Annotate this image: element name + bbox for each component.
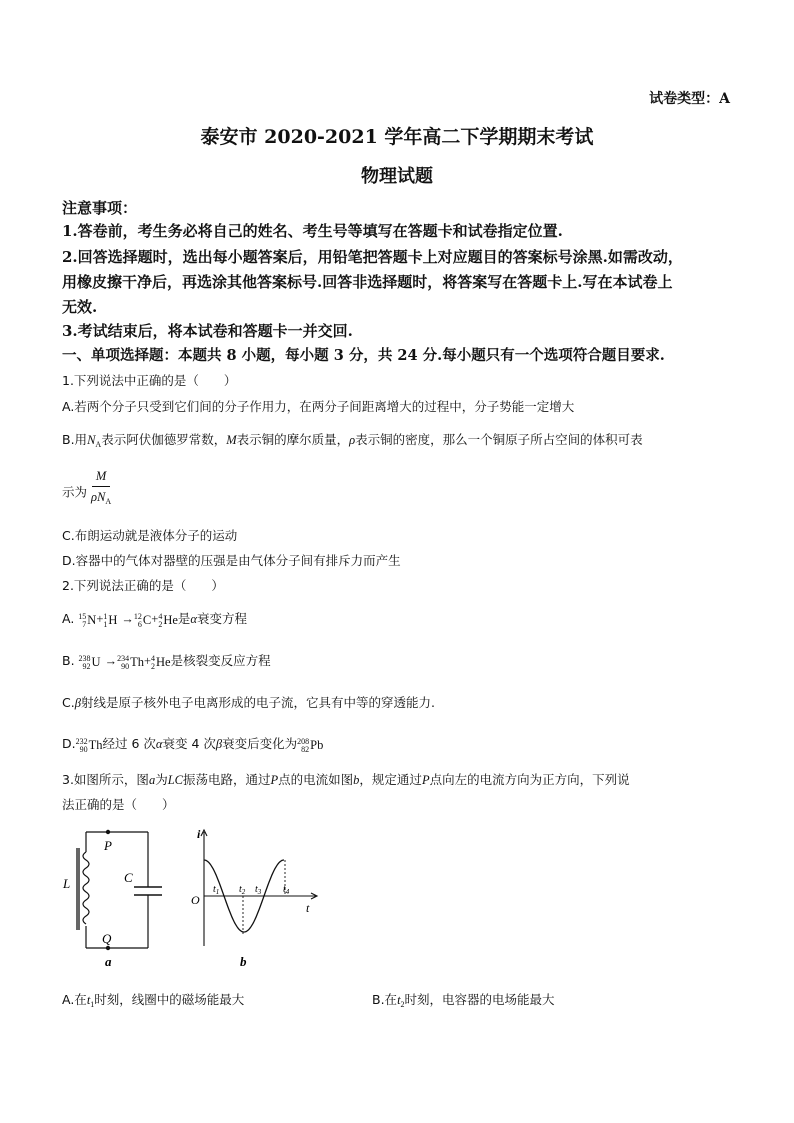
q2-option-c: C.β射线是原子核外电子电离形成的电子流，它具有中等的穿透能力. — [62, 695, 435, 710]
caption-a: a — [105, 954, 112, 969]
label-p: P — [104, 838, 112, 853]
label-t: t — [306, 901, 310, 915]
nuclide-u238: 238 92 U — [78, 653, 101, 671]
volume-fraction: $\frac{M}{\rho N_A}$ — [91, 466, 111, 512]
section-1-heading: 一、单项选择题：本题共 8 小题，每小题 3 分，共 24 分.每小题只有一个选项符合题目要求. — [62, 347, 665, 364]
notice-item-2-line-3: 无效. — [62, 298, 98, 316]
q1-option-c: C.布朗运动就是液体分子的运动 — [62, 528, 238, 543]
q1-option-a: A.若两个分子只受到它们间的分子作用力，在两分子间距离增大的过程中，分子势能一定增大 — [62, 399, 575, 414]
notice-heading: 注意事项： — [62, 199, 138, 217]
iron-core — [76, 848, 80, 930]
caption-b: b — [240, 954, 247, 969]
exam-title: 泰安市 2020-2021 学年高二下学期期末考试 — [200, 126, 594, 148]
nuclide-he4: 4 2 He — [158, 611, 178, 629]
label-t2: $t_2$ — [239, 884, 246, 896]
label-o: O — [191, 893, 200, 907]
notice-item-1: 1.答卷前，考生务必将自己的姓名、考生号等填写在答题卡和试卷指定位置. — [62, 222, 563, 240]
label-l: L — [63, 876, 71, 891]
q2-option-d: D. 232 90 Th经过 6 次α衰变 4 次β衰变后变化为 208 82 Pb — [62, 736, 324, 754]
q3-stem-line-1: 3.如图所示，图a为LC振荡电路，通过P点的电流如图b，规定通过P点向左的电流方向为正方向，下列说 — [62, 772, 630, 787]
node-q — [106, 946, 110, 950]
q2-option-b: B. 238 92 U → 234 90 Th+ 4 2 He是核裂变反应方程 — [62, 653, 271, 671]
q3-stem-line-2: 法正确的是（ ） — [62, 797, 175, 812]
q3-option-a: A.在$t_1$时刻，线圈中的磁场能最大 — [62, 992, 245, 1009]
label-t1: $t_1$ — [213, 884, 220, 896]
q2-stem: 2.下列说法正确的是（ ） — [62, 578, 224, 593]
lc-circuit-figure — [58, 822, 168, 972]
na-symbol: $N_A$ — [87, 433, 102, 449]
label-t4: $t_4$ — [283, 884, 290, 896]
notice-item-2-line-2: 用橡皮擦干净后，再选涂其他答案标号.回答非选择题时，将答案写在答题卡上.写在本试卷上 — [62, 273, 673, 291]
nuclide-th234: 234 90 Th — [117, 653, 144, 671]
exam-subtitle: 物理试题 — [361, 166, 433, 187]
label-q: Q — [102, 931, 112, 946]
nuclide-c12: 12 6 C — [133, 611, 152, 629]
q1-option-b-line-2: 示为 $\frac{M}{\rho N_A}$ — [62, 470, 111, 516]
nuclide-n15: 15 7 N — [78, 611, 97, 629]
q2-option-a: A. 15 7 N+ 1 1 H → 12 6 C+ 4 2 He是α衰变方程 — [62, 611, 247, 629]
nuclide-th232: 232 90 Th — [75, 736, 103, 754]
nuclide-h1: 1 1 H — [103, 611, 118, 629]
current-time-graph — [188, 826, 322, 972]
q1-stem: 1.下列说法中正确的是（ ） — [62, 373, 237, 388]
label-t3: $t_3$ — [255, 884, 262, 896]
notice-item-2-line-1: 2.回答选择题时，选出每小题答案后，用铅笔把答题卡上对应题目的答案标号涂黑.如需改动， — [62, 248, 683, 266]
paper-type: 试卷类型：A — [649, 91, 730, 107]
label-i: i — [197, 827, 201, 841]
q1-option-d: D.容器中的气体对器壁的压强是由气体分子间有排斥力而产生 — [62, 553, 401, 568]
node-p — [106, 830, 110, 834]
inductor-coil — [83, 852, 89, 924]
nuclide-he4-b: 4 2 He — [151, 653, 171, 671]
q3-option-b: B.在$t_2$时刻，电容器的电场能最大 — [372, 992, 555, 1009]
label-c: C — [124, 870, 133, 885]
notice-item-3: 3.考试结束后，将本试卷和答题卡一并交回. — [62, 322, 353, 340]
nuclide-pb208: 208 82 Pb — [297, 736, 324, 754]
q1-option-b-line-1: B.用$N_A$表示阿伏伽德罗常数，M表示铜的摩尔质量，ρ表示铜的密度，那么一个铜原子所占空间的体积可表 — [62, 432, 643, 449]
